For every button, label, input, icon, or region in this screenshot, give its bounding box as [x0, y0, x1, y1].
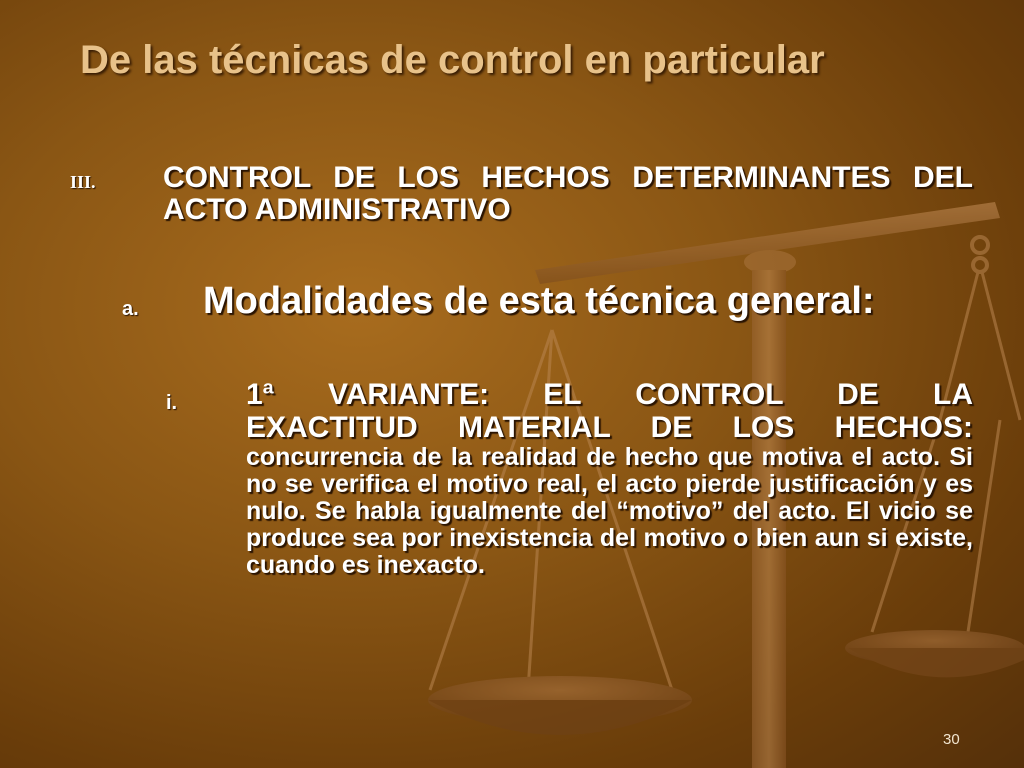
slide-title: De las técnicas de control en particular — [80, 38, 825, 82]
level1-heading: CONTROL DE LOS HECHOS DETERMINANTES DEL ACTO ADMINISTRATIVO — [163, 161, 973, 226]
level1-marker: III. — [70, 172, 96, 192]
level3-heading-line2: EXACTITUD MATERIAL DE LOS HECHOS: — [246, 411, 973, 444]
level3-marker: i. — [166, 392, 178, 414]
level3-content — [246, 378, 973, 579]
level2-marker: a. — [122, 298, 139, 320]
page-number: 30 — [943, 731, 960, 748]
level2-heading: Modalidades de esta técnica general: — [203, 280, 875, 322]
level3-body-text: concurrencia de la realidad de hecho que motiva el acto. Si no se verifica el motivo real, el acto pierde justificación y es nulo. Se habla igualmente del “motivo” del acto. El vicio se produce sea por inexistencia del motivo o bien aun si existe, cuando es inexacto. — [246, 443, 973, 579]
level3-heading — [246, 378, 973, 444]
level3-heading-line1: 1ª VARIANTE: EL CONTROL DE LA — [246, 378, 973, 411]
